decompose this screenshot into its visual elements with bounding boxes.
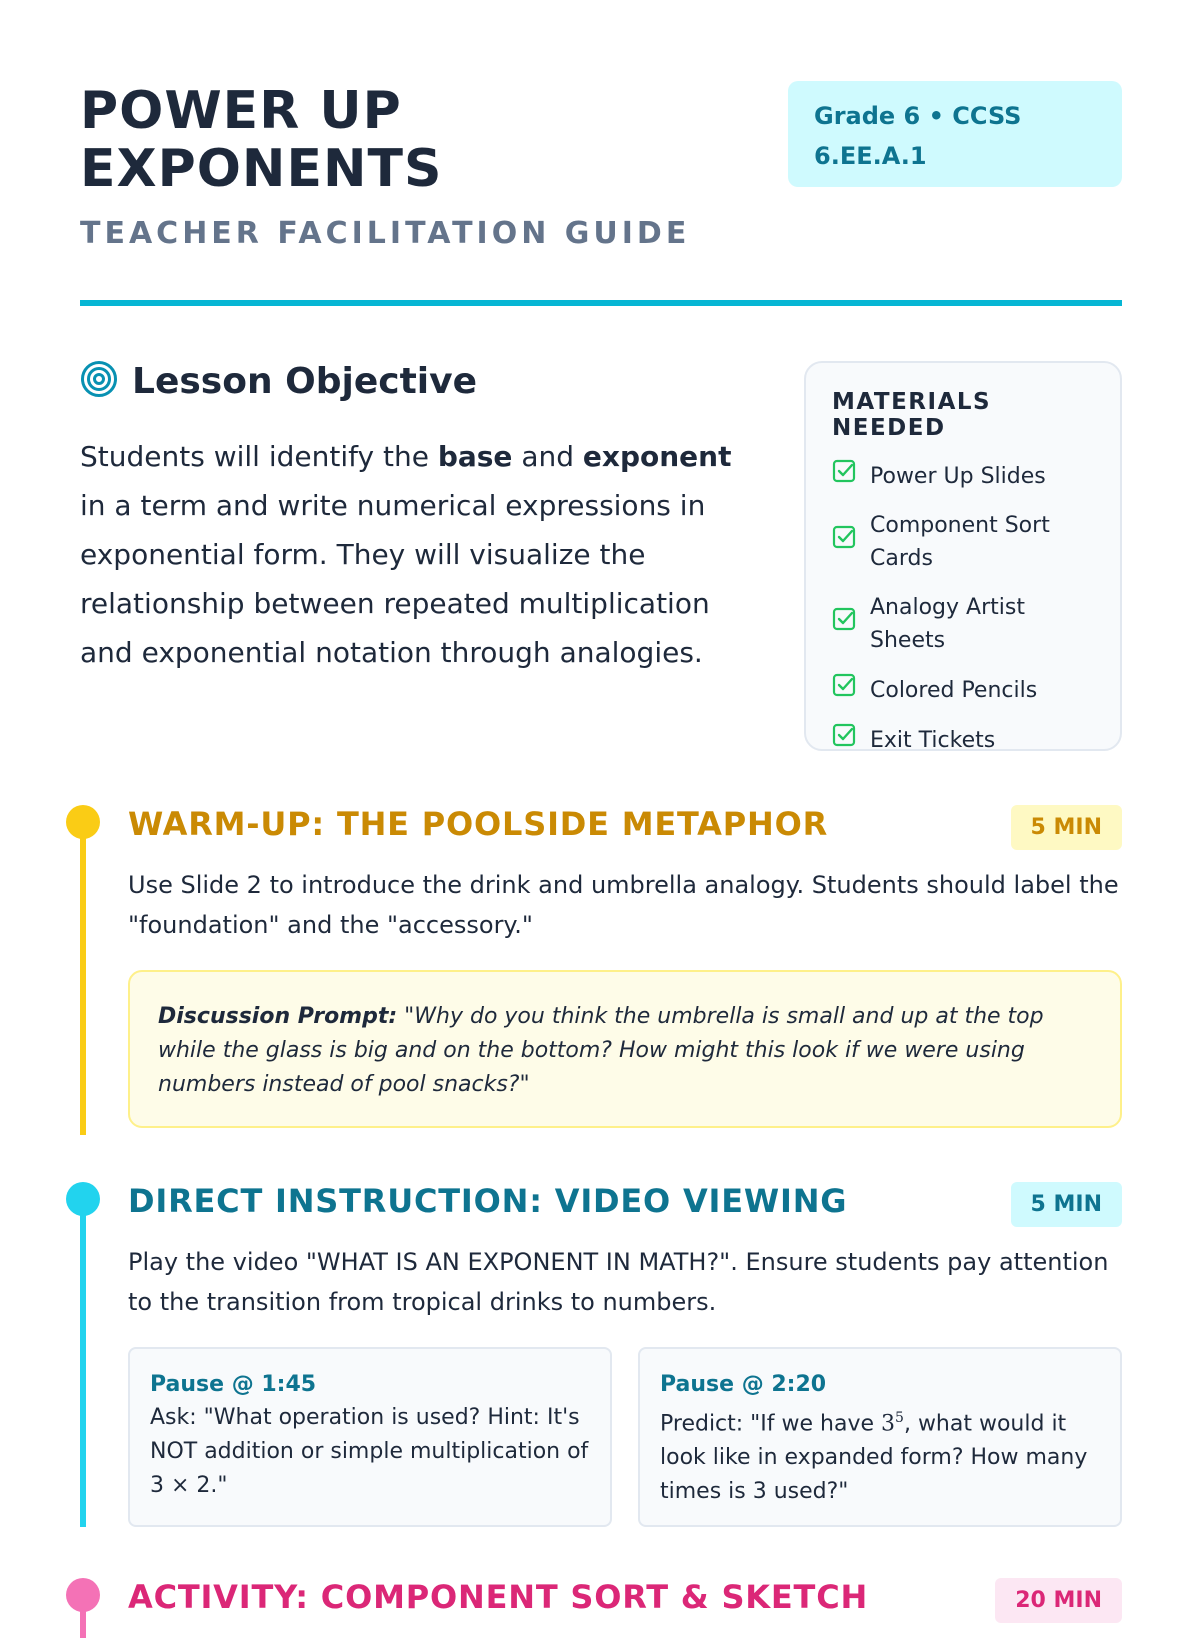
prompt-label: Discussion Prompt: <box>158 1004 398 1029</box>
pause-text: Ask: "What operation is used? Hint: It's NOT addition or simple multiplication of 3 × 2." <box>150 1405 589 1498</box>
material-item <box>832 715 1094 765</box>
step-title: ACTIVITY: COMPONENT SORT & SKETCH <box>128 1578 869 1616</box>
pause-text: Predict: "If we have $3^5$, what would it look like in expanded form? How many times is 3 used?" <box>660 1410 1088 1505</box>
page-title <box>80 82 690 198</box>
materials-card <box>804 361 1122 751</box>
step-title: DIRECT INSTRUCTION: VIDEO VIEWING <box>128 1182 848 1220</box>
step-direct-instruction <box>80 1182 1122 1527</box>
step-activity <box>80 1578 1122 1638</box>
material-label: Colored Pencils <box>870 677 1038 703</box>
step-warm-up <box>80 805 1122 1135</box>
power-base: 3 <box>881 1411 896 1437</box>
timeline-line <box>80 821 86 1135</box>
time-badge: 5 MIN <box>1011 805 1122 850</box>
timeline-dot <box>66 1182 100 1216</box>
timeline-line <box>80 1198 86 1527</box>
material-item <box>832 665 1094 715</box>
material-label: Component Sort Cards <box>870 513 1050 571</box>
power-exponent: 5 <box>895 1410 904 1426</box>
pause-label: Pause @ 1:45 <box>150 1372 317 1397</box>
checkbox-checked-icon <box>832 525 856 559</box>
keyword-exponent: exponent <box>582 440 732 473</box>
materials-title: MATERIALS NEEDED <box>832 389 992 441</box>
title-block <box>80 82 690 251</box>
checkbox-checked-icon <box>832 459 856 493</box>
timeline-dot <box>66 1578 100 1612</box>
discussion-prompt-box <box>128 970 1122 1128</box>
step-title: WARM-UP: THE POOLSIDE METAPHOR <box>128 805 829 843</box>
material-item <box>832 451 1094 501</box>
pause-box-2 <box>638 1347 1122 1527</box>
pause-box-1 <box>128 1347 612 1527</box>
pause-label: Pause @ 2:20 <box>660 1372 827 1397</box>
checkbox-checked-icon <box>832 723 856 757</box>
material-item <box>832 583 1094 665</box>
prompt-text: "Why do you think the umbrella is small and up at the top while the glass is big and on the bottom? How might this look if we were using numbers instead of pool snacks?" <box>158 1004 1044 1097</box>
title-line-1: POWER UP <box>80 81 402 141</box>
material-label: Analogy Artist Sheets <box>870 595 1025 653</box>
keyword-base: base <box>437 440 513 473</box>
checkbox-checked-icon <box>832 607 856 641</box>
step-description: Use Slide 2 to introduce the drink and umbrella analogy. Students should label the "foundation" and the "accessory." <box>128 871 1119 939</box>
header-divider <box>80 300 1122 306</box>
grade-line-1: Grade 6 • CCSS <box>814 102 1022 130</box>
target-icon <box>80 360 118 402</box>
step-description: Play the video "WHAT IS AN EXPONENT IN MATH?". Ensure students pay attention to the transition from tropical drinks to numbers. <box>128 1248 1109 1316</box>
checkbox-checked-icon <box>832 673 856 707</box>
material-item <box>832 501 1094 583</box>
material-label: Power Up Slides <box>870 463 1046 489</box>
grade-line-2: 6.EE.A.1 <box>814 142 927 170</box>
grade-standard-badge <box>788 81 1122 187</box>
title-line-2: EXPONENTS <box>80 139 443 199</box>
objective-heading: Lesson Objective <box>132 360 478 402</box>
material-label: Exit Tickets <box>870 727 996 753</box>
timeline-dot <box>66 805 100 839</box>
objective-text: Students will identify the base and exponent in a term and write numerical expressions in exponential form. They will visualize the relationship between repeated multiplication and exponential notation through analogies. <box>80 440 732 669</box>
materials-list <box>832 451 1094 765</box>
lesson-objective-section <box>80 360 760 677</box>
time-badge: 20 MIN <box>995 1578 1122 1623</box>
page-subtitle: TEACHER FACILITATION GUIDE <box>80 216 691 251</box>
time-badge: 5 MIN <box>1011 1182 1122 1227</box>
